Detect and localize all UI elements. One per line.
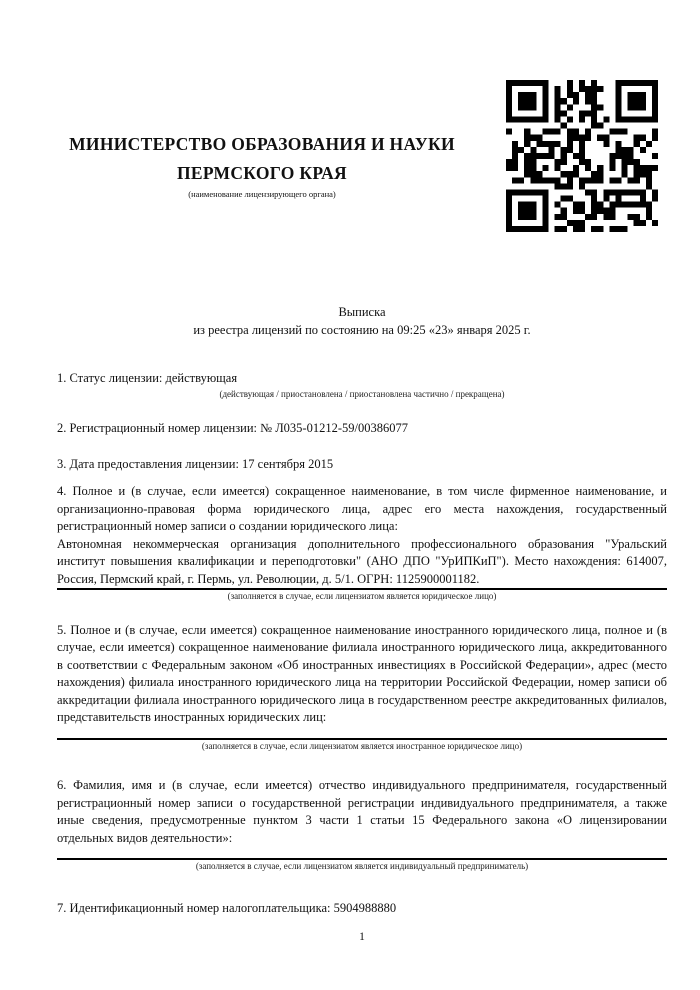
field-text: 3. Дата предоставления лицензии: 17 сентября 2015 bbox=[57, 456, 334, 471]
field-registration-number bbox=[57, 420, 667, 438]
field-license-status bbox=[57, 370, 667, 400]
field-caption: (действующая / приостановлена / приостановлена частично / прекращена) bbox=[219, 388, 505, 399]
field-text: 7. Идентификационный номер налогоплательщика: 5904988880 bbox=[57, 900, 397, 915]
empty-fill-line bbox=[57, 847, 667, 860]
field-caption: (заполняется в случае, если лицензиатом является индивидуальный предприниматель) bbox=[195, 861, 529, 871]
empty-fill-line bbox=[57, 727, 667, 740]
field-text: 1. Статус лицензии: действующая bbox=[57, 371, 238, 385]
field-text: 5. Полное и (в случае, если имеется) сокращенное наименование иностранного юридического лица, полное и (в случае, если имеется) сокращенное наименование филиала иностранного юридического лица, аккредитованного в соответствии с Федеральным законом «Об иностранных инвестициях в Российской Федерации», адрес (место нахождения) филиала иностранного юридического лица на территории Российской Федерации, номер записи об аккредитации филиала иностранного юридического лица в государственном реестре аккредитованных филиалов, представительств иностранных юридических лиц: bbox=[57, 622, 667, 724]
document-body bbox=[57, 0, 667, 947]
field-foreign-entity-info bbox=[57, 622, 667, 753]
field-taxpayer-id bbox=[57, 900, 667, 918]
page-number: 1 bbox=[359, 931, 365, 943]
field-caption: (заполняется в случае, если лицензиатом является иностранное юридическое лицо) bbox=[201, 740, 523, 751]
field-text: 4. Полное и (в случае, если имеется) сокращенное наименование, в том числе фирменное наименование, и организационно-правовая форма юридического лица, адрес его места нахождения, государственный регистрационный номер записи о создании юридического лица: bbox=[57, 484, 667, 533]
ministry-name-line2: ПЕРМСКОГО КРАЯ bbox=[177, 163, 347, 183]
ministry-caption: (наименование лицензирующего органа) bbox=[188, 189, 336, 199]
field-text: 6. Фамилия, имя и (в случае, если имеется) отчество индивидуального предпринимателя, государственный регистрационный номер записи о государственной регистрации индивидуального предпринимателя, а также иные сведения, предусмотренные пунктом 3 части 1 статьи 15 Федерального закона «О лицензировании отдельных видов деятельности»: bbox=[57, 778, 667, 845]
field-caption: (заполняется в случае, если лицензиатом является юридическое лицо) bbox=[227, 591, 497, 601]
field-grant-date bbox=[57, 456, 667, 474]
title-line2: из реестра лицензий по состоянию на 09:25 «23» января 2025 г. bbox=[193, 322, 531, 337]
title-line1: Выписка bbox=[338, 305, 386, 319]
field-text: 2. Регистрационный номер лицензии: № Л035-01212-59/00386077 bbox=[57, 421, 408, 435]
ministry-name-line1: МИНИСТЕРСТВО ОБРАЗОВАНИЯ И НАУКИ bbox=[69, 134, 455, 154]
field-value: Автономная некоммерческая организация дополнительного профессионального образования "Уральский институт повышения квалификации и переподготовки" (АНО ДПО "УрИПКиП"). Место нахождения: 614007, Россия, Пермский край, г. Пермь, ул. Революции, д. 5/1. ОГРН: 1125900001182. bbox=[57, 536, 667, 591]
field-legal-entity-info bbox=[57, 483, 667, 603]
document-title bbox=[57, 304, 667, 339]
field-individual-entrepreneur-info bbox=[57, 777, 667, 873]
